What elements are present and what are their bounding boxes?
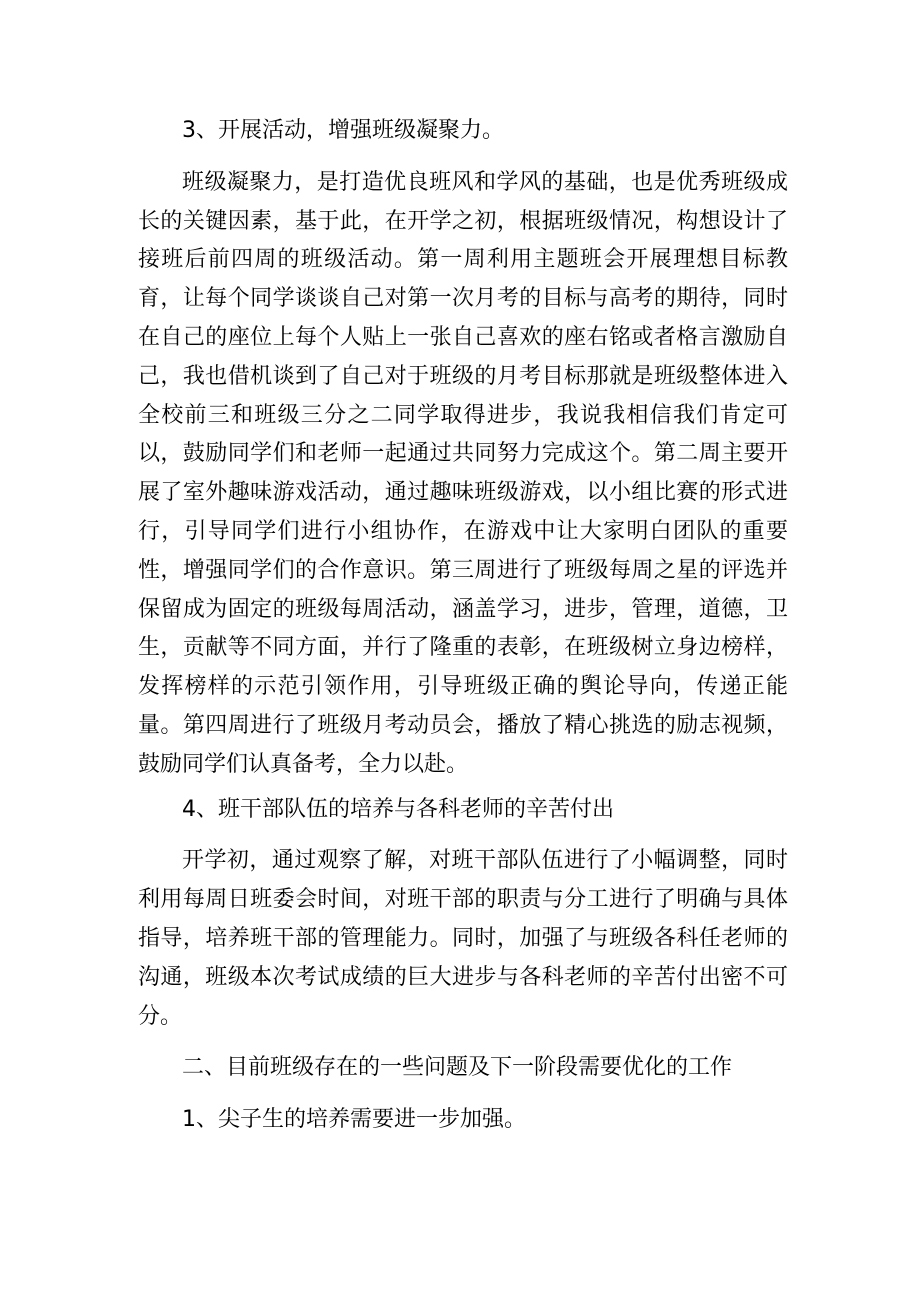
section-heading-problems: 二、目前班级存在的一些问题及下一阶段需要优化的工作 <box>182 1055 733 1081</box>
list-item-top-students: 1、尖子生的培养需要进一步加强。 <box>182 1107 526 1133</box>
heading-activities: 3、开展活动，增强班级凝聚力。 <box>182 118 504 143</box>
paragraph-activities: 班级凝聚力，是打造优良班风和学风的基础，也是优秀班级成长的关键因素，基于此，在开学之初，根据班级情况，构想设计了接班后前四周的班级活动。第一周利用主题班会开展理想目标教育，让每个同学谈谈自己对第一次月考的目标与高考的期待，同时在自己的座位上每个人贴上一张自己喜欢的座右铭或者格言激励自己，我也借机谈到了自己对于班级的月考目标那就是班级整体进入全校前三和班级三分之二同学取得进步，我说我相信我们肯定可以，鼓励同学们和老师一起通过共同努力完成这个。第二周主要开展了室外趣味游戏活动，通过趣味班级游戏，以小组比赛的形式进行，引导同学们进行小组协作，在游戏中让大家明白团队的重要性，增强同学们的合作意识。第三周进行了班级每周之星的评选并保留成为固定的班级每周活动，涵盖学习，进步，管理，道德，卫生，贡献等不同方面，并行了隆重的表彰，在班级树立身边榜样，发挥榜样的示范引领作用，引导班级正确的舆论导向，传递正能量。第四周进行了班级月考动员会，播放了精心挑选的励志视频，鼓励同学们认真备考，全力以赴。 <box>138 169 788 777</box>
paragraph-class-cadres: 开学初，通过观察了解，对班干部队伍进行了小幅调整，同时利用每周日班委会时间，对班干部的职责与分工进行了明确与具体指导，培养班干部的管理能力。同时，加强了与班级各科任老师的沟通，班级本次考试成绩的巨大进步与各科老师的辛苦付出密不可分。 <box>138 848 788 1029</box>
document-body <box>138 112 788 1140</box>
heading-class-cadres: 4、班干部队伍的培养与各科老师的辛苦付出 <box>182 796 614 822</box>
